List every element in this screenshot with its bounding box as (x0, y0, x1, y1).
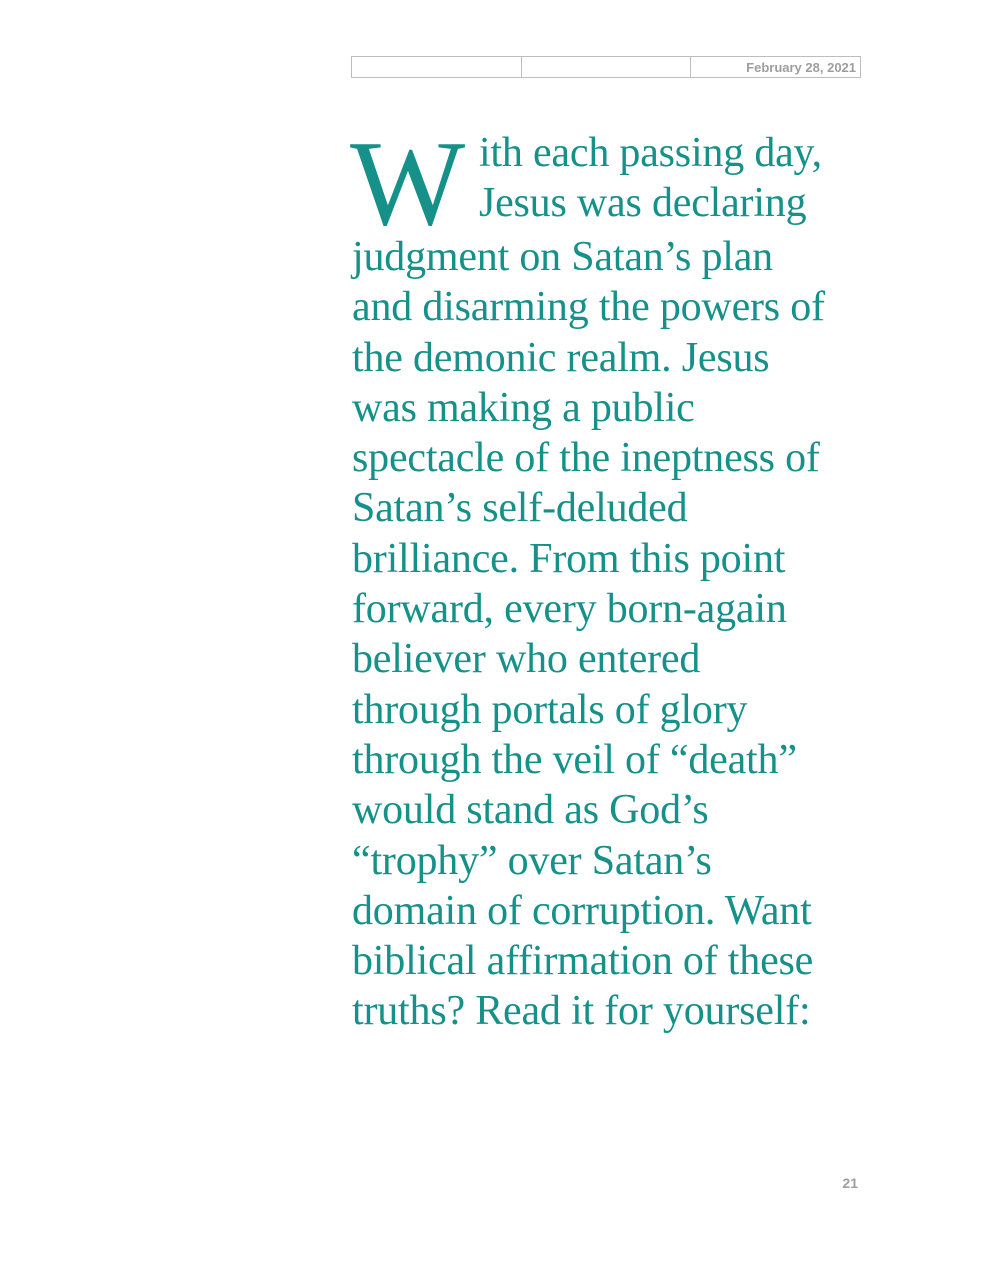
text-line: and disarming the powers of (352, 284, 825, 331)
text-line: through the veil of “death” (352, 736, 797, 783)
text-line: domain of corruption. Want (352, 887, 812, 934)
text-line: forward, every born-again (352, 586, 787, 633)
page-number: 21 (842, 1175, 858, 1191)
text-line: Jesus was declaring (478, 180, 807, 227)
header-cell-1 (352, 57, 522, 77)
text-line: “trophy” over Satan’s (352, 837, 712, 884)
header-date-bar (351, 56, 861, 78)
header-cell-2 (522, 57, 692, 77)
text-line: believer who entered (352, 636, 701, 683)
text-line: Satan’s self-deluded (352, 485, 688, 532)
text-line: would stand as God’s (352, 787, 709, 834)
drop-cap: W (350, 116, 465, 251)
text-line: spectacle of the ineptness of (352, 435, 820, 482)
text-line: was making a public (352, 384, 695, 431)
text-line: ith each passing day, (478, 130, 822, 176)
header-date: February 28, 2021 (746, 59, 857, 75)
article-body (350, 116, 872, 1037)
text-line: biblical affirmation of these (352, 938, 814, 985)
text-line: judgment on Satan’s plan (352, 234, 773, 280)
text-line: through portals of glory (352, 686, 748, 733)
text-line: truths? Read it for yourself: (352, 988, 811, 1035)
text-line: the demonic realm. Jesus (352, 334, 770, 381)
text-line: brilliance. From this point (352, 535, 786, 582)
